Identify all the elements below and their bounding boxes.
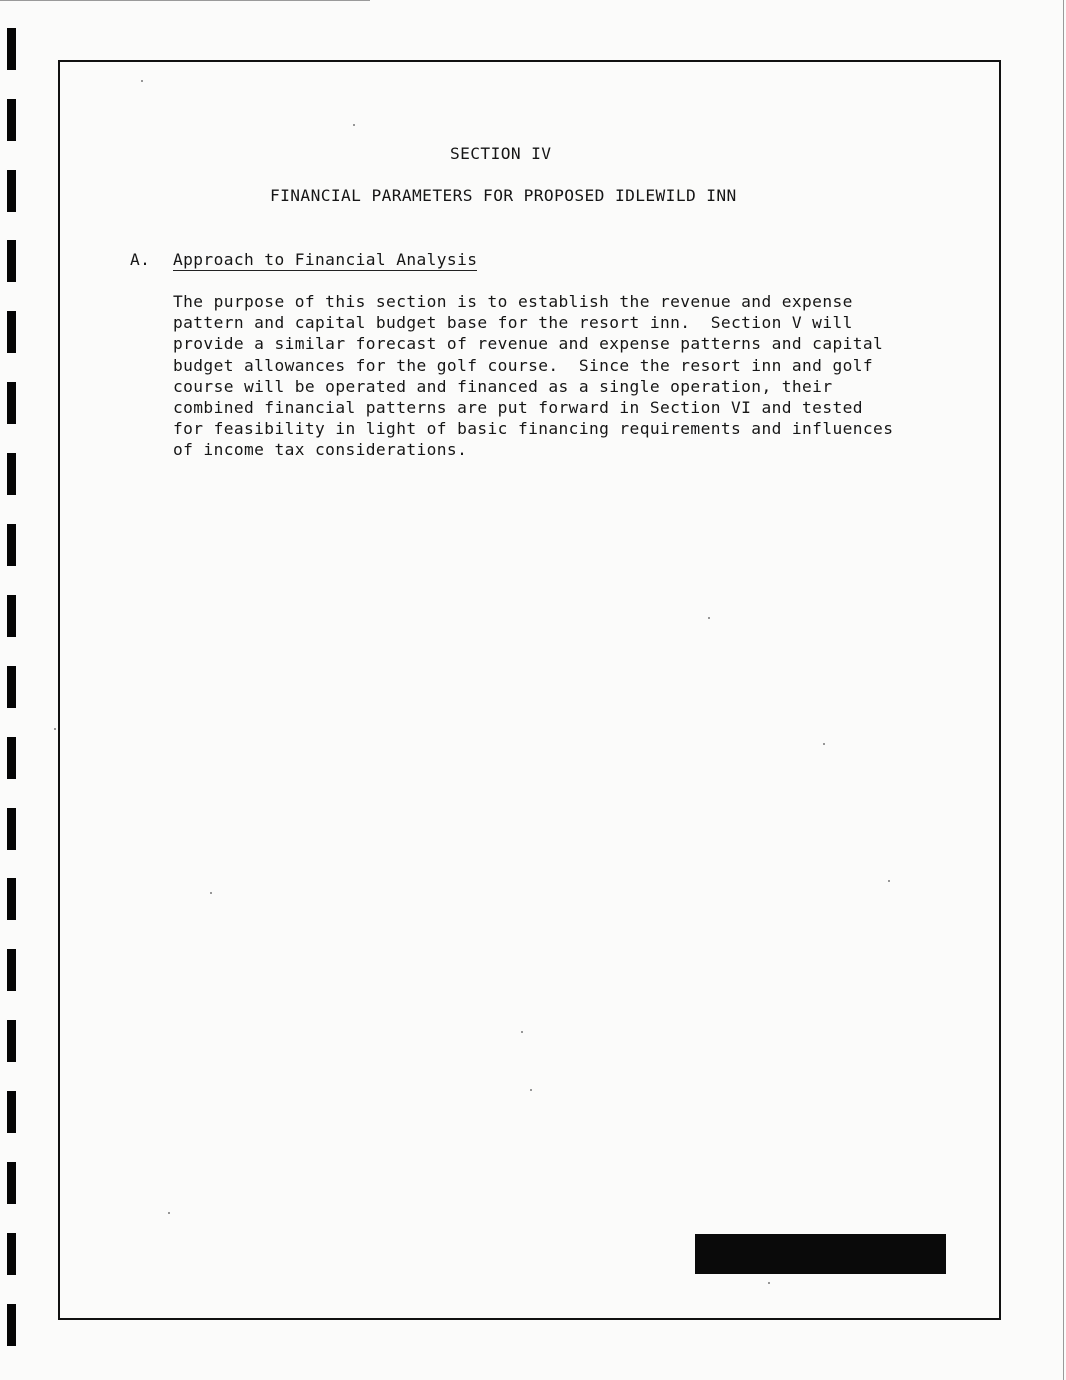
- subsection-heading: Approach to Financial Analysis: [173, 250, 478, 269]
- scan-speck: [768, 1282, 770, 1284]
- scan-speck: [521, 1031, 523, 1033]
- binding-hole-icon: [7, 1091, 16, 1133]
- paragraph-line: for feasibility in light of basic financing requirements and influences: [173, 419, 894, 439]
- paragraph-line: pattern and capital budget base for the resort inn. Section V will: [173, 313, 853, 333]
- section-number: SECTION IV: [450, 144, 552, 163]
- binding-hole-icon: [7, 524, 16, 566]
- binding-hole-icon: [7, 1233, 16, 1275]
- paragraph-line: The purpose of this section is to establish the revenue and expense: [173, 292, 853, 311]
- binding-hole-icon: [7, 949, 16, 991]
- binding-hole-icon: [7, 1020, 16, 1062]
- binding-hole-icon: [7, 1162, 16, 1204]
- redaction-block: [695, 1234, 946, 1274]
- paragraph-line: combined financial patterns are put forward in Section VI and tested: [173, 398, 863, 418]
- scan-speck: [54, 728, 56, 730]
- page-border-frame: [58, 60, 1001, 1320]
- scan-speck: [823, 743, 825, 745]
- paragraph-line: budget allowances for the golf course. Since the resort inn and golf: [173, 355, 874, 375]
- binding-hole-icon: [7, 878, 16, 920]
- scan-speck: [888, 880, 890, 882]
- scan-speck: [210, 892, 212, 894]
- paragraph-line: provide a similar forecast of revenue and expense patterns and capital: [173, 334, 884, 354]
- scan-edge-top: [0, 0, 370, 1]
- scan-speck: [141, 80, 143, 82]
- section-title: FINANCIAL PARAMETERS FOR PROPOSED IDLEWILD INN: [270, 186, 737, 205]
- scan-speck: [168, 1212, 170, 1214]
- binding-hole-icon: [7, 737, 16, 779]
- body-paragraph: [173, 291, 893, 461]
- binding-hole-icon: [7, 808, 16, 850]
- binding-hole-icon: [7, 666, 16, 708]
- binding-hole-icon: [7, 1304, 16, 1346]
- scan-speck: [530, 1089, 532, 1091]
- binding-hole-icon: [7, 382, 16, 424]
- paragraph-line: of income tax considerations.: [173, 440, 468, 460]
- binding-hole-icon: [7, 595, 16, 637]
- binding-hole-icon: [7, 170, 16, 212]
- binding-hole-icon: [7, 99, 16, 141]
- binding-hole-icon: [7, 240, 16, 282]
- scan-speck: [353, 124, 355, 126]
- scan-speck: [708, 617, 710, 619]
- binding-hole-icon: [7, 28, 16, 70]
- scan-edge-right: [1063, 0, 1064, 1380]
- paragraph-line: course will be operated and financed as a single operation, their: [173, 376, 833, 396]
- subsection-marker: A.: [130, 250, 151, 269]
- binding-hole-icon: [7, 311, 16, 353]
- binding-hole-icon: [7, 453, 16, 495]
